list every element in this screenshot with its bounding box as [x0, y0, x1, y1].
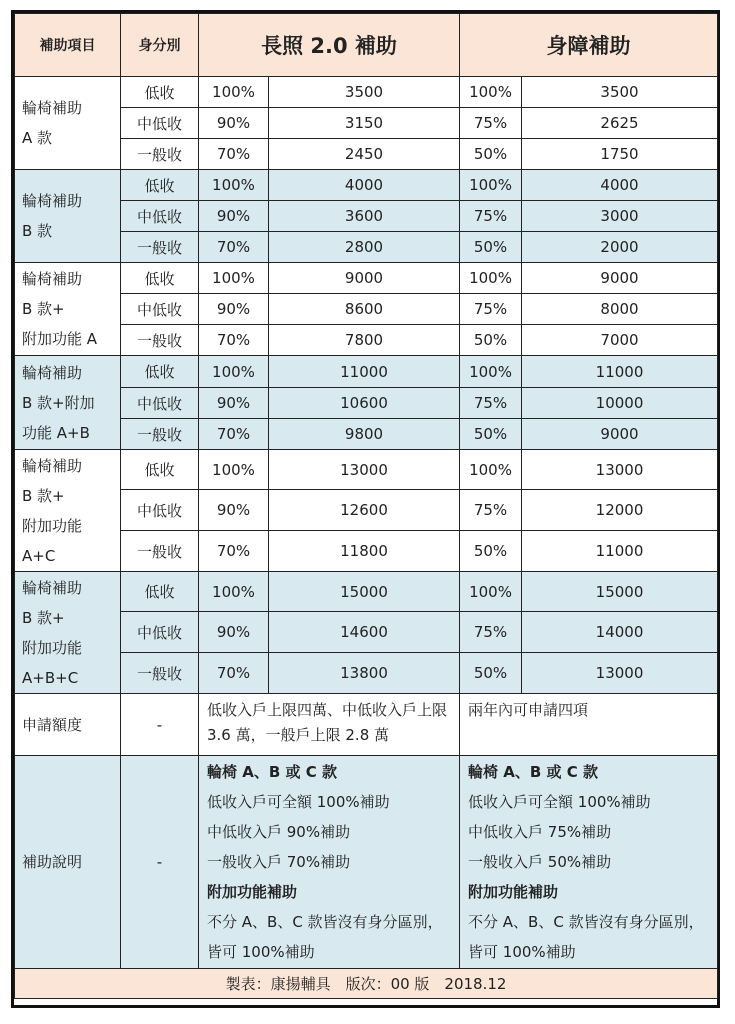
- identity-cell: 低收: [121, 450, 199, 490]
- dis-amount-cell: 1750: [522, 139, 718, 170]
- dis-percent-cell: 75%: [460, 294, 522, 325]
- item-label: [15, 170, 121, 263]
- ltc-percent-cell: 100%: [199, 450, 269, 490]
- dis-percent-cell: 75%: [460, 612, 522, 653]
- table-row: [15, 419, 718, 450]
- footer-row: [15, 969, 718, 999]
- ltc-percent-cell: 70%: [199, 531, 269, 572]
- header-ltc: 長照 2.0 補助: [199, 14, 460, 77]
- ltc-percent-cell: 90%: [199, 388, 269, 419]
- ltc-amount-cell: 11800: [269, 531, 460, 572]
- ltc-amount-cell: 10600: [269, 388, 460, 419]
- ltc-amount-cell: 3500: [269, 77, 460, 108]
- ltc-percent-cell: 70%: [199, 325, 269, 356]
- footer-credit: 製表：康揚輔具 版次：00 版 2018.12: [15, 969, 718, 999]
- table-row: [15, 139, 718, 170]
- ltc-amount-cell: 12600: [269, 490, 460, 531]
- explanation-ltc: [199, 756, 460, 969]
- dis-amount-cell: 3000: [522, 201, 718, 232]
- ltc-percent-cell: 70%: [199, 653, 269, 694]
- explanation-ltc-line: 附加功能補助: [207, 883, 298, 901]
- table-row: [15, 612, 718, 653]
- item-label-line: B 款+: [22, 300, 65, 318]
- explanation-dis-line: 不分 A、B、C 款皆沒有身分區別，: [468, 913, 704, 931]
- subsidy-table: [14, 13, 718, 999]
- table-row: [15, 325, 718, 356]
- dis-percent-cell: 50%: [460, 531, 522, 572]
- item-label-line: B 款+: [22, 608, 65, 627]
- table-row: [15, 201, 718, 232]
- ltc-percent-cell: 70%: [199, 232, 269, 263]
- identity-cell: 一般收: [121, 653, 199, 694]
- identity-cell: 一般收: [121, 139, 199, 170]
- identity-cell: 低收: [121, 263, 199, 294]
- dis-amount-cell: 2000: [522, 232, 718, 263]
- identity-cell: 中低收: [121, 490, 199, 531]
- ltc-percent-cell: 100%: [199, 356, 269, 388]
- explanation-ltc-line: 皆可 100%補助: [207, 943, 315, 961]
- dis-percent-cell: 100%: [460, 450, 522, 490]
- ltc-amount-cell: 14600: [269, 612, 460, 653]
- dis-amount-cell: 11000: [522, 356, 718, 388]
- item-label-line: 附加功能: [22, 638, 83, 657]
- ltc-percent-cell: 90%: [199, 490, 269, 531]
- item-label-line: 附加功能 A: [22, 330, 98, 348]
- table-row: [15, 490, 718, 531]
- table-row: [15, 263, 718, 294]
- item-label-line: 輪椅補助: [22, 99, 83, 117]
- dis-percent-cell: 100%: [460, 170, 522, 201]
- identity-cell: 低收: [121, 572, 199, 612]
- quota-dash: -: [121, 694, 199, 756]
- ltc-amount-cell: 3150: [269, 108, 460, 139]
- item-label-line: 輪椅補助: [22, 456, 83, 475]
- ltc-percent-cell: 100%: [199, 263, 269, 294]
- ltc-percent-cell: 100%: [199, 77, 269, 108]
- explanation-dis-line: 低收入戶可全額 100%補助: [468, 793, 651, 811]
- dis-amount-cell: 3500: [522, 77, 718, 108]
- table-row: [15, 388, 718, 419]
- identity-cell: 一般收: [121, 325, 199, 356]
- ltc-percent-cell: 70%: [199, 419, 269, 450]
- item-label-line: B 款+: [22, 486, 65, 505]
- ltc-amount-cell: 9800: [269, 419, 460, 450]
- dis-percent-cell: 50%: [460, 232, 522, 263]
- dis-amount-cell: 7000: [522, 325, 718, 356]
- dis-amount-cell: 13000: [522, 653, 718, 694]
- item-label-line: 輪椅補助: [22, 363, 83, 382]
- identity-cell: 一般收: [121, 419, 199, 450]
- item-label-line: 輪椅補助: [22, 192, 83, 210]
- item-label-line: B 款: [22, 222, 53, 240]
- identity-cell: 中低收: [121, 201, 199, 232]
- dis-percent-cell: 50%: [460, 325, 522, 356]
- item-label-line: 附加功能: [22, 516, 83, 535]
- dis-percent-cell: 100%: [460, 356, 522, 388]
- ltc-percent-cell: 90%: [199, 294, 269, 325]
- ltc-amount-cell: 8600: [269, 294, 460, 325]
- item-label-line: 輪椅補助: [22, 578, 83, 597]
- explanation-dis-line: 皆可 100%補助: [468, 943, 576, 961]
- ltc-percent-cell: 90%: [199, 612, 269, 653]
- dis-percent-cell: 50%: [460, 653, 522, 694]
- dis-amount-cell: 2625: [522, 108, 718, 139]
- explanation-dis-line: 中低收入戶 75%補助: [468, 823, 612, 841]
- table-row: [15, 170, 718, 201]
- dis-percent-cell: 100%: [460, 572, 522, 612]
- identity-cell: 中低收: [121, 294, 199, 325]
- header-row: [15, 14, 718, 77]
- dis-percent-cell: 100%: [460, 263, 522, 294]
- identity-cell: 中低收: [121, 612, 199, 653]
- dis-percent-cell: 75%: [460, 201, 522, 232]
- dis-amount-cell: 12000: [522, 490, 718, 531]
- item-label-line: A+B+C: [22, 668, 79, 687]
- ltc-amount-cell: 7800: [269, 325, 460, 356]
- dis-amount-cell: 14000: [522, 612, 718, 653]
- explanation-label: 補助說明: [15, 756, 121, 969]
- identity-cell: 低收: [121, 170, 199, 201]
- ltc-amount-cell: 3600: [269, 201, 460, 232]
- identity-cell: 中低收: [121, 388, 199, 419]
- dis-amount-cell: 11000: [522, 531, 718, 572]
- table-row: [15, 356, 718, 388]
- ltc-amount-cell: 11000: [269, 356, 460, 388]
- dis-percent-cell: 100%: [460, 77, 522, 108]
- table-row: [15, 294, 718, 325]
- header-disability: 身障補助: [460, 14, 718, 77]
- identity-cell: 中低收: [121, 108, 199, 139]
- identity-cell: 低收: [121, 356, 199, 388]
- explanation-dis-line: 輪椅 A、B 或 C 款: [468, 763, 598, 781]
- identity-cell: 低收: [121, 77, 199, 108]
- explanation-dash: -: [121, 756, 199, 969]
- dis-amount-cell: 15000: [522, 572, 718, 612]
- header-item: 補助項目: [15, 14, 121, 77]
- quota-label: 申請額度: [15, 694, 121, 756]
- table-row: [15, 77, 718, 108]
- item-label-line: 輪椅補助: [22, 270, 83, 288]
- item-label-line: A+C: [22, 546, 56, 565]
- table-row: [15, 572, 718, 612]
- explanation-dis-line: 一般收入戶 50%補助: [468, 853, 612, 871]
- ltc-percent-cell: 90%: [199, 108, 269, 139]
- ltc-amount-cell: 4000: [269, 170, 460, 201]
- header-identity: 身分別: [121, 14, 199, 77]
- item-label: [15, 450, 121, 572]
- explanation-row: [15, 756, 718, 969]
- dis-percent-cell: 75%: [460, 490, 522, 531]
- ltc-amount-cell: 13800: [269, 653, 460, 694]
- explanation-ltc-line: 輪椅 A、B 或 C 款: [207, 763, 337, 781]
- item-label: [15, 356, 121, 450]
- ltc-amount-cell: 2450: [269, 139, 460, 170]
- dis-amount-cell: 10000: [522, 388, 718, 419]
- dis-percent-cell: 50%: [460, 139, 522, 170]
- dis-percent-cell: 75%: [460, 388, 522, 419]
- quota-ltc-text: 低收入戶上限四萬、中低收入戶上限 3.6 萬，一般戶上限 2.8 萬: [199, 694, 460, 756]
- explanation-ltc-line: 不分 A、B、C 款皆沒有身分區別，: [207, 913, 443, 931]
- explanation-dis-line: 附加功能補助: [468, 883, 559, 901]
- dis-amount-cell: 9000: [522, 263, 718, 294]
- quota-dis-text: 兩年內可申請四項: [460, 694, 718, 756]
- table-row: [15, 108, 718, 139]
- ltc-amount-cell: 15000: [269, 572, 460, 612]
- item-label: [15, 572, 121, 694]
- item-label: [15, 77, 121, 170]
- dis-percent-cell: 75%: [460, 108, 522, 139]
- ltc-amount-cell: 2800: [269, 232, 460, 263]
- table-row: [15, 531, 718, 572]
- explanation-dis: [460, 756, 718, 969]
- explanation-ltc-line: 中低收入戶 90%補助: [207, 823, 351, 841]
- dis-amount-cell: 4000: [522, 170, 718, 201]
- dis-amount-cell: 9000: [522, 419, 718, 450]
- ltc-percent-cell: 70%: [199, 139, 269, 170]
- ltc-percent-cell: 100%: [199, 170, 269, 201]
- explanation-ltc-line: 低收入戶可全額 100%補助: [207, 793, 390, 811]
- ltc-percent-cell: 100%: [199, 572, 269, 612]
- quota-row: [15, 694, 718, 756]
- item-label-line: A 款: [22, 129, 53, 147]
- dis-amount-cell: 13000: [522, 450, 718, 490]
- ltc-amount-cell: 9000: [269, 263, 460, 294]
- explanation-ltc-line: 一般收入戶 70%補助: [207, 853, 351, 871]
- dis-percent-cell: 50%: [460, 419, 522, 450]
- table-row: [15, 232, 718, 263]
- item-label: [15, 263, 121, 356]
- identity-cell: 一般收: [121, 232, 199, 263]
- item-label-line: B 款+附加: [22, 393, 95, 412]
- table-row: [15, 450, 718, 490]
- ltc-percent-cell: 90%: [199, 201, 269, 232]
- dis-amount-cell: 8000: [522, 294, 718, 325]
- ltc-amount-cell: 13000: [269, 450, 460, 490]
- table-row: [15, 653, 718, 694]
- item-label-line: 功能 A+B: [22, 423, 90, 442]
- identity-cell: 一般收: [121, 531, 199, 572]
